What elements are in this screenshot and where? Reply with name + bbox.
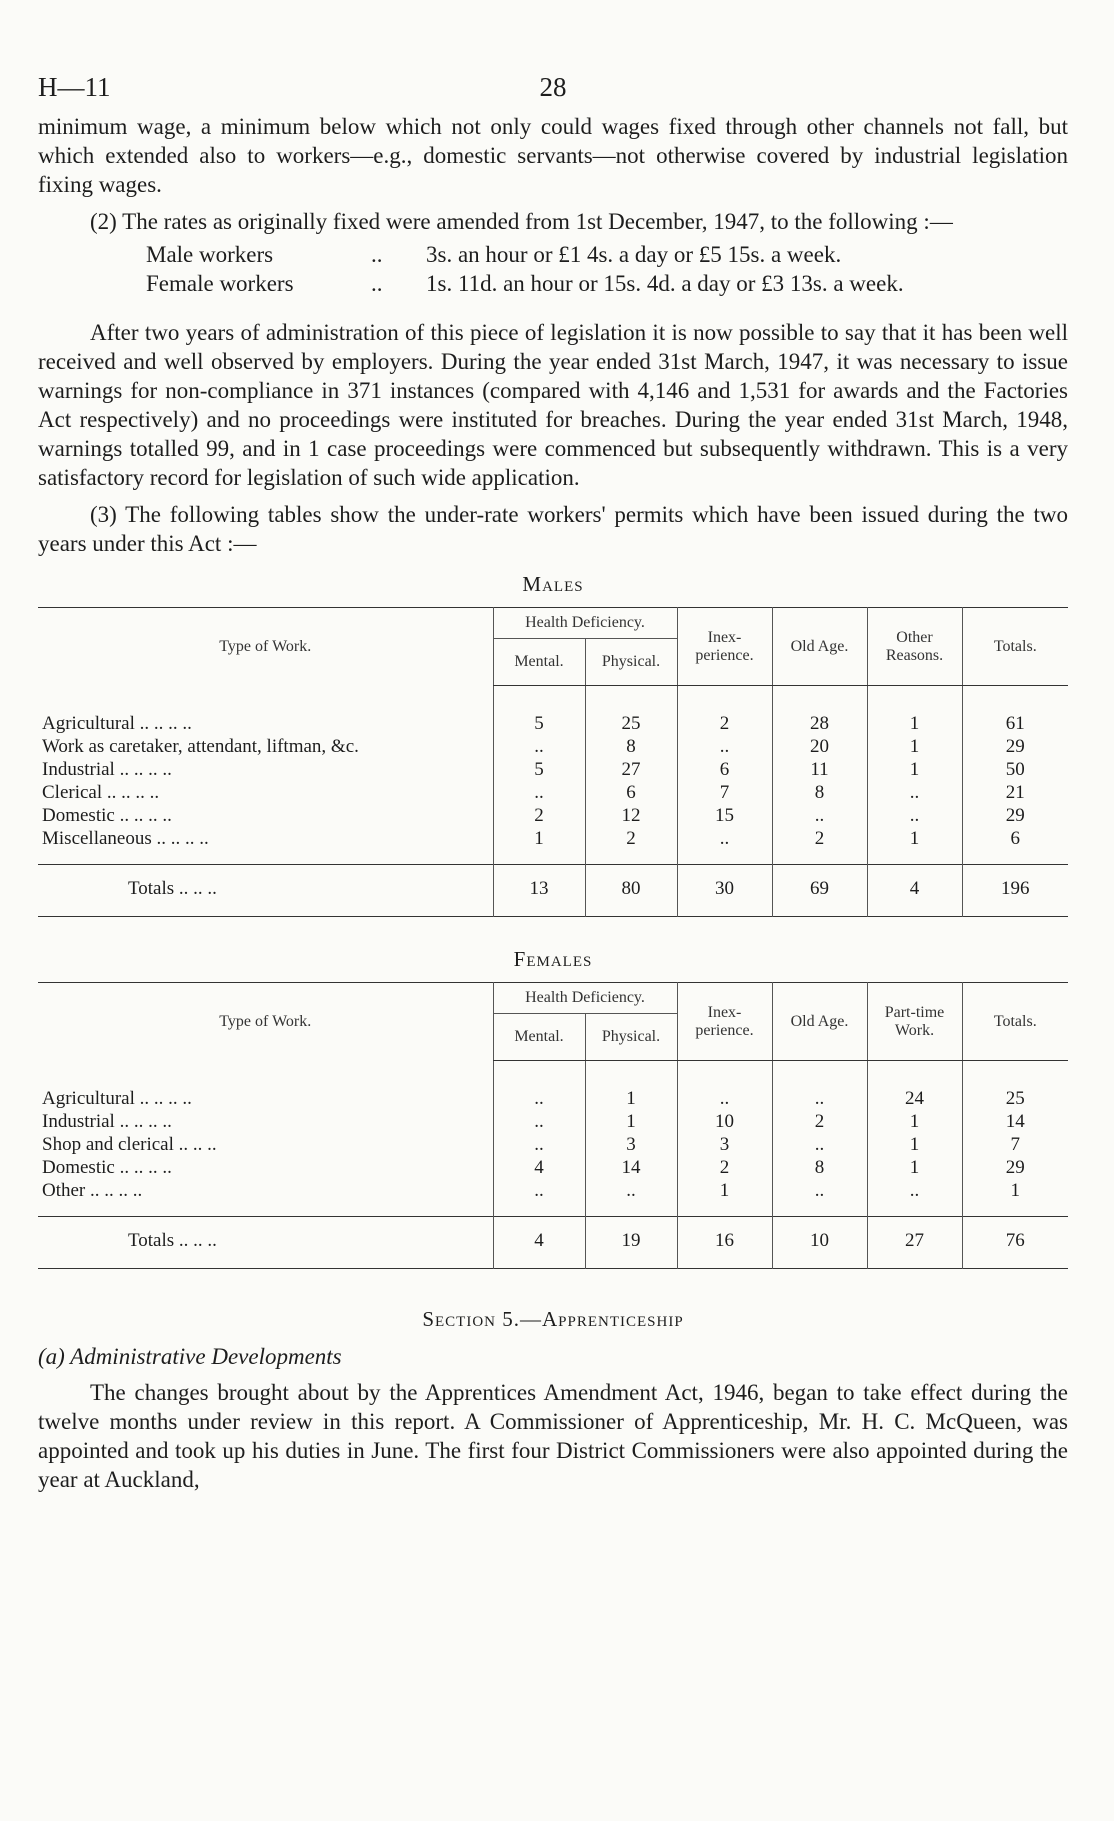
col-physical: Physical. (585, 639, 677, 686)
totals-cell: 76 (962, 1217, 1068, 1269)
table-cell: .. (677, 735, 772, 758)
row-label: Other .. .. .. .. (42, 1180, 143, 1201)
row-label: Industrial .. .. .. .. (42, 759, 172, 780)
col-totals: Totals. (962, 608, 1068, 686)
table-cell: 2 (677, 686, 772, 736)
row-label: Miscellaneous .. .. .. .. (42, 828, 209, 849)
totals-cell: 196 (962, 865, 1068, 917)
table-cell: 8 (772, 1156, 867, 1179)
table-cell: 3 (585, 1133, 677, 1156)
table-cell: 10 (677, 1110, 772, 1133)
row-label: Agricultural .. .. .. .. (42, 1087, 192, 1109)
table-cell: 5 (493, 686, 585, 736)
table-cell: 2 (677, 1156, 772, 1179)
table-cell: 1 (867, 1110, 962, 1133)
col-part-time-work: Part-time Work. (867, 983, 962, 1061)
table-cell: .. (772, 804, 867, 827)
table-row (38, 804, 1068, 827)
rate-value: 1s. 11d. an hour or 15s. 4d. a day or £3 13s. a week. (426, 271, 904, 296)
table-cell: 24 (867, 1061, 962, 1111)
table-cell: 1 (493, 827, 585, 865)
table-cell: 1 (585, 1110, 677, 1133)
table-cell: .. (493, 1061, 585, 1111)
table-cell: 29 (962, 804, 1068, 827)
intro-paragraph: minimum wage, a minimum below which not only could wages fixed through other channels not fall, but which extended also to workers—e.g., domestic servants—not otherwise covered by industrial legislation fixing wages. (38, 114, 1068, 197)
row-label: Industrial .. .. .. .. (42, 1111, 172, 1132)
row-label: Work as caretaker, attendant, liftman, &c. (42, 736, 359, 757)
table-cell: 8 (772, 781, 867, 804)
rates-list (146, 240, 1068, 298)
tables-intro-paragraph: (3) The following tables show the under-rate workers' permits which have been issued during the two years under this Act :— (38, 502, 1068, 556)
table-cell: .. (867, 1179, 962, 1217)
table-row (38, 781, 1068, 804)
table-cell: 1 (867, 735, 962, 758)
administration-paragraph: After two years of administration of this piece of legislation it is now possible to say that it has been well received and well observed by employers. During the year ended 31st March, 1947, it was necessary to issue warnings for non-compliance in 371 instances (compared with 4,146 and 1,531 for awards and the Factories Act respectively) and no proceedings were instituted for breaches. During the year ended 31st March, 1948, warnings totalled 99, and in 1 case proceedings were commenced but subsequently withdrawn. This is a very satisfactory record for legislation of such wide application. (38, 320, 1068, 490)
table-cell: 5 (493, 758, 585, 781)
rate-row-male (146, 240, 1068, 269)
totals-cell: 69 (772, 865, 867, 917)
males-table (38, 607, 1068, 917)
col-mental: Mental. (493, 639, 585, 686)
totals-cell: 4 (493, 1217, 585, 1269)
col-health-deficiency: Health Deficiency. (493, 608, 677, 639)
col-mental: Mental. (493, 1014, 585, 1061)
totals-cell: 16 (677, 1217, 772, 1269)
table-cell: .. (493, 781, 585, 804)
table-cell: .. (493, 1133, 585, 1156)
table-row (38, 827, 1068, 865)
table-cell: .. (772, 1179, 867, 1217)
col-old-age: Old Age. (772, 608, 867, 686)
rate-value: 3s. an hour or £1 4s. a day or £5 15s. a week. (426, 242, 842, 267)
totals-cell: 19 (585, 1217, 677, 1269)
row-label: Domestic .. .. .. .. (42, 1157, 172, 1178)
table-cell: 20 (772, 735, 867, 758)
table-cell: .. (493, 1110, 585, 1133)
section-title: Section 5.—Apprenticeship (422, 1307, 684, 1331)
table-cell: .. (677, 1061, 772, 1111)
table-cell: 1 (962, 1179, 1068, 1217)
table-cell: .. (493, 1179, 585, 1217)
totals-row (38, 865, 1068, 917)
col-old-age: Old Age. (772, 983, 867, 1061)
rate-who: Female workers (146, 271, 294, 296)
totals-cell: 10 (772, 1217, 867, 1269)
page-number: 28 (539, 72, 567, 102)
row-label: Shop and clerical .. .. .. (42, 1134, 217, 1155)
table-row (38, 686, 1068, 736)
table-cell: 7 (962, 1133, 1068, 1156)
table-cell: .. (677, 827, 772, 865)
totals-cell: 27 (867, 1217, 962, 1269)
table-cell: 1 (867, 1133, 962, 1156)
table-cell: 6 (585, 781, 677, 804)
table-cell: 28 (772, 686, 867, 736)
table-cell: 6 (962, 827, 1068, 865)
table-cell: 25 (962, 1061, 1068, 1111)
row-label: Agricultural .. .. .. .. (42, 712, 192, 734)
rate-leader: .. (371, 271, 383, 296)
table-cell: 6 (677, 758, 772, 781)
females-table-caption: Females (513, 947, 593, 971)
table-cell: .. (772, 1061, 867, 1111)
table-cell: .. (867, 781, 962, 804)
table-row (38, 1110, 1068, 1133)
col-inexperience: Inex-perience. (677, 608, 772, 686)
table-cell: 25 (585, 686, 677, 736)
table-cell: 1 (867, 758, 962, 781)
table-cell: 2 (772, 827, 867, 865)
table-cell: 27 (585, 758, 677, 781)
table-row (38, 1061, 1068, 1111)
table-cell: 14 (962, 1110, 1068, 1133)
males-table-caption: Males (522, 572, 584, 596)
table-row (38, 1156, 1068, 1179)
totals-cell: 80 (585, 865, 677, 917)
col-type-of-work: Type of Work. (219, 637, 312, 655)
table-cell: 1 (585, 1061, 677, 1111)
table-cell: 61 (962, 686, 1068, 736)
table-cell: 3 (677, 1133, 772, 1156)
totals-row (38, 1217, 1068, 1269)
table-cell: 1 (867, 827, 962, 865)
col-totals: Totals. (962, 983, 1068, 1061)
table-cell: 4 (493, 1156, 585, 1179)
rate-row-female (146, 269, 1068, 298)
table-cell: 14 (585, 1156, 677, 1179)
totals-cell: 4 (867, 865, 962, 917)
table-cell: 2 (772, 1110, 867, 1133)
rate-leader: .. (371, 242, 383, 267)
col-inexperience: Inex-perience. (677, 983, 772, 1061)
col-health-deficiency: Health Deficiency. (493, 983, 677, 1014)
rate-who: Male workers (146, 242, 274, 267)
females-table (38, 982, 1068, 1269)
row-label: Clerical .. .. .. .. (42, 782, 160, 803)
table-cell: 11 (772, 758, 867, 781)
table-cell: 1 (677, 1179, 772, 1217)
table-row (38, 735, 1068, 758)
page (38, 72, 1068, 1494)
table-cell: 12 (585, 804, 677, 827)
totals-cell: 30 (677, 865, 772, 917)
row-label: Domestic .. .. .. .. (42, 805, 172, 826)
totals-label: Totals .. .. .. (38, 1217, 493, 1269)
table-cell: 15 (677, 804, 772, 827)
col-other-reasons: Other Reasons. (867, 608, 962, 686)
page-header (38, 72, 1068, 112)
col-type-of-work: Type of Work. (219, 1012, 312, 1030)
table-cell: .. (867, 804, 962, 827)
table-cell: .. (585, 1179, 677, 1217)
table-cell: .. (772, 1133, 867, 1156)
apprenticeship-paragraph: The changes brought about by the Apprentices Amendment Act, 1946, began to take effect during the twelve months under review in this report. A Commissioner of Apprenticeship, Mr. H. C. McQueen, was appointed and took up his duties in June. The first four District Commissioners were also appointed during the year at Auckland, (38, 1380, 1068, 1492)
table-cell: 1 (867, 1156, 962, 1179)
rates-intro-paragraph: (2) The rates as originally fixed were amended from 1st December, 1947, to the following :— (90, 209, 953, 234)
subsection-heading: (a) Administrative Developments (38, 1344, 342, 1369)
table-row (38, 758, 1068, 781)
table-cell: 7 (677, 781, 772, 804)
table-cell: 2 (493, 804, 585, 827)
table-cell: 21 (962, 781, 1068, 804)
table-cell: 1 (867, 686, 962, 736)
table-cell: 8 (585, 735, 677, 758)
table-cell: 50 (962, 758, 1068, 781)
table-cell: .. (493, 735, 585, 758)
document-code: H—11 (38, 72, 111, 102)
totals-cell: 13 (493, 865, 585, 917)
table-row (38, 1133, 1068, 1156)
col-physical: Physical. (585, 1014, 677, 1061)
table-cell: 2 (585, 827, 677, 865)
table-row (38, 1179, 1068, 1217)
table-cell: 29 (962, 1156, 1068, 1179)
table-cell: 29 (962, 735, 1068, 758)
totals-label: Totals .. .. .. (38, 865, 493, 917)
